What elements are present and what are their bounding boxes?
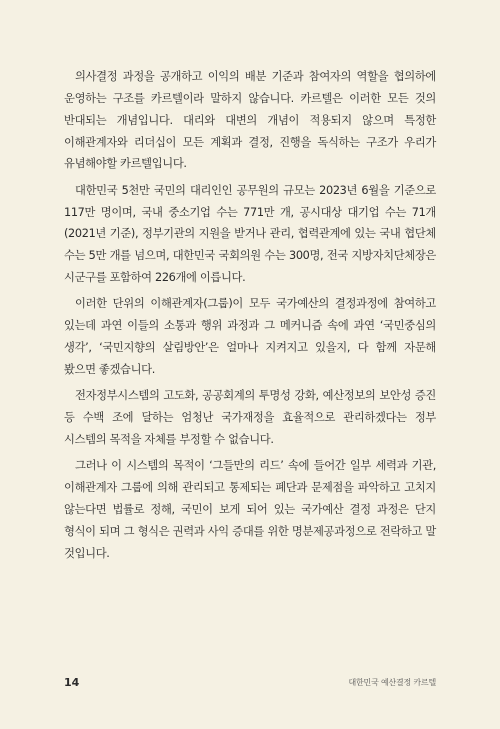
paragraph-1: 의사결정 과정을 공개하고 이익의 배분 기준과 참여자의 역할을 협의하에 운영하는 구조를 카르텔이라 말하지 않습니다. 카르텔은 이러한 모든 것의 반대되는 개념입니다. 대리와 대변의 개념이 적용되지 않으며 특정한 이해관계자와 리더십이 모든 계획과 결정, 진행을 독식하는 구조가 우리가 유념해야할 카르텔입니다. <box>64 70 436 171</box>
paragraph-3: 이러한 단위의 이해관계자(그룹)이 모두 국가예산의 결정과정에 참여하고 있는데 과연 이들의 소통과 행위 과정과 그 메커니즘 속에 과연 ‘국민중심의 생각’, ‘국민지향의 살림방안’은 얼마나 지켜지고 있을지, 다 함께 자문해 봤으면 좋겠습니다. <box>64 297 436 376</box>
paragraph-5: 그러나 이 시스템의 목적이 ‘그들만의 리드’ 속에 들어간 일부 세력과 기관, 이해관계자 그룹에 의해 관리되고 통제되는 폐단과 문제점을 파악하고 고치지 않는다면 법률로 정해, 국민이 보게 되어 있는 국가예산 결정 과정은 단지 형식이 되며 그 형식은 권력과 사익 증대를 위한 명분제공과정으로 전락하고 말 것입니다. <box>64 459 436 560</box>
page-number: 14 <box>64 676 80 689</box>
paragraph-2: 대한민국 5천만 국민의 대리인인 공무원의 규모는 2023년 6월을 기준으로 117만 명이며, 국내 중소기업 수는 771만 개, 공시대상 대기업 수는 71개(2021년 기준), 정부기관의 지원을 받거나 관리, 협력관계에 있는 국내 협단체 수는 5만 개를 넘으며, 대한민국 국회의원 수는 300명, 전국 지방자치단체장은 시군구를 포함하여 226개에 이릅니다. <box>64 183 436 285</box>
body-text <box>64 66 436 565</box>
running-title: 대한민국 예산결정 카르텔 <box>348 678 436 687</box>
paragraph-4: 전자정부시스템의 고도화, 공공회계의 투명성 강화, 예산정보의 보안성 증진 등 수백 조에 달하는 엄청난 국가재정을 효율적으로 관리하겠다는 정부 시스템의 목적을 자체를 부정할 수 없습니다. <box>64 389 436 446</box>
page-footer <box>64 676 436 692</box>
